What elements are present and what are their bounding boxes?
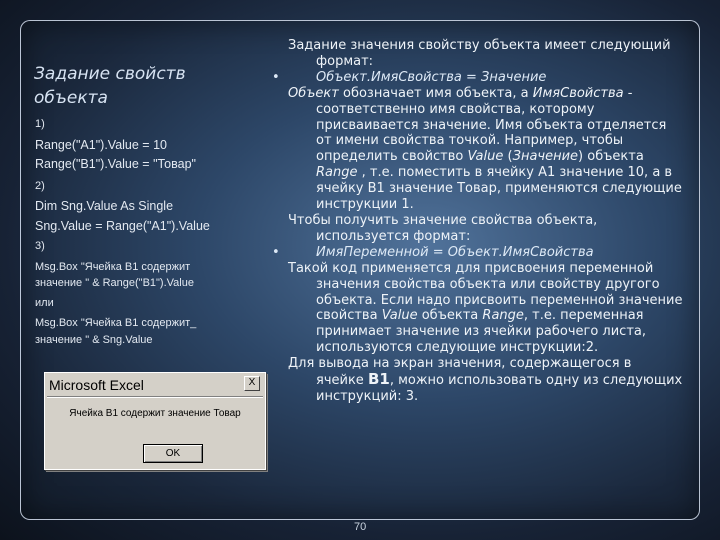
right-text-block [272,38,683,405]
code-line: Msg.Box "Ячейка В1 содержит_ [35,317,197,329]
code-line: Msg.Box "Ячейка В1 содержит [35,261,191,273]
left-title-line2: объекта [34,88,108,108]
term-range: Range [316,165,358,181]
bullet-set-format [272,69,683,86]
msgbox-title: Microsoft Excel [49,377,144,393]
paragraph-format-intro: Задание значения свойству объекта имеет следующий формат: [288,38,671,69]
paragraph-display [288,356,683,405]
paragraph-object-explanation [288,86,683,213]
text-run: ( [503,149,513,165]
term-value: Value [381,308,418,324]
close-icon[interactable]: X [244,376,260,391]
msgbox-text: Ячейка В1 содержит значение Товар [69,408,241,419]
text-run: Для вывода на экран значения, содержащегося в ячейке [288,356,632,389]
paragraph-assignment [288,261,683,356]
term-property-name: ИмяСвойства [532,85,624,101]
left-title [34,62,234,110]
text-run: - соответственно имя свойства, которому присваивается значение. Имя объекта отделяется от имени свойства точкой. Например, чтобы определить свойство [316,85,667,165]
text-run: , т.е. поместить в ячейку А1 значение 10, а в ячейку В1 значение Товар, применяются следующие инструкции 1. [316,165,682,213]
ok-button[interactable]: OK [143,444,203,463]
code-line: 1) [35,118,45,130]
code-line: Range("A1").Value = 10 [35,138,167,152]
excel-message-box [44,372,266,470]
bullet-icon: • [272,69,280,85]
code-line: значение " & Sng.Value [35,334,153,346]
code-line: или [35,297,54,309]
msgbox-divider [47,396,263,398]
left-title-line1: Задание свойств [34,64,186,84]
bullet-text: ИмяПеременной = Объект.ИмяСвойства [316,244,594,260]
page-number: 70 [354,521,367,533]
text-run: обозначает имя объекта, а [338,85,533,101]
bullet-icon: • [272,244,280,260]
term-cell-b1: В1 [367,370,390,389]
bullet-text: Объект.ИмяСвойства = Значение [316,69,547,85]
code-line: Dim Sng.Value As Single [35,199,174,213]
code-line: Range("B1").Value = "Товар" [35,157,196,171]
code-line: 2) [35,180,45,192]
text-run: объекта [417,308,483,324]
text-run: , т.е. переменная принимает значение из ячейки рабочего листа, используются следующие инструкции:2. [316,308,646,356]
text-run: Такой код применяется для присвоения переменной значения свойства объекта или свойству другого объекта. Если надо присвоить переменной значение свойства [288,260,683,324]
bullet-get-format [272,244,683,261]
code-line: 3) [35,240,45,252]
term-value: Value [467,149,504,165]
text-run: , можно использовать одну из следующих инструкций: 3. [316,373,683,404]
term-object: Объект [288,85,339,101]
text-run: ) объекта [578,149,644,165]
term-znachenie: Значение [512,149,579,165]
code-line: значение " & Range("B1").Value [35,277,194,289]
term-range: Range [482,308,524,324]
code-line: Sng.Value = Range("A1").Value [35,219,210,233]
paragraph-get-format: Чтобы получить значение свойства объекта, используется формат: [288,212,598,244]
